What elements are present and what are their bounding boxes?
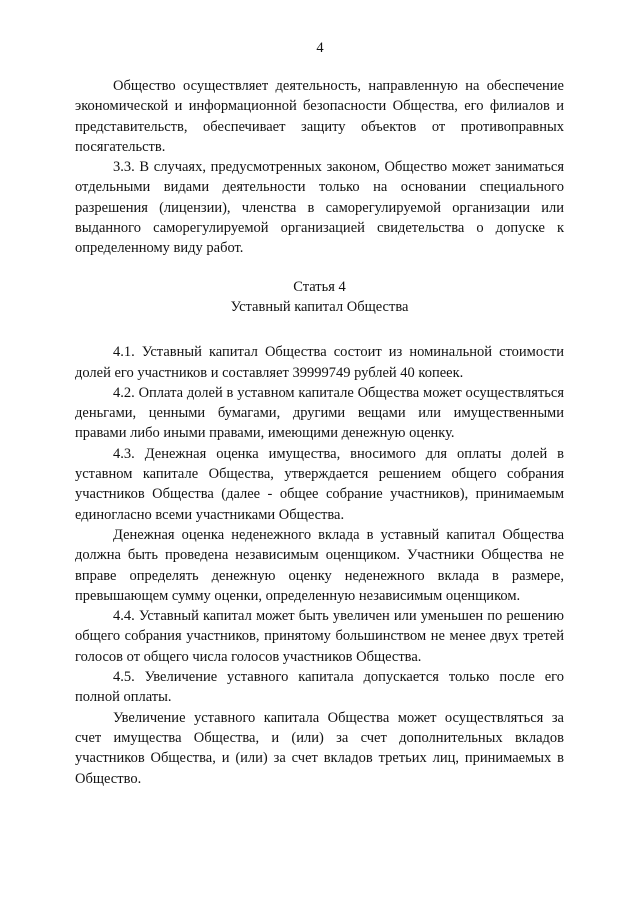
paragraph-4-5: 4.5. Увеличение уставного капитала допускается только после его полной оплаты.: [75, 669, 564, 706]
page-number: 4: [316, 40, 324, 56]
article-title: Уставный капитал Общества: [230, 298, 409, 315]
paragraph-4-3: 4.3. Денежная оценка имущества, вносимого для оплаты долей в уставном капитале Общества, утверждается решением общего собрания участников Общества (далее - общее собрание участников), принимаемым единогласно всеми участниками Общества.: [75, 445, 564, 523]
page-content: [75, 76, 564, 789]
paragraph-4-2: 4.2. Оплата долей в уставном капитале Общества может осуществляться деньгами, ценными бумагами, другими вещами или имущественными правами либо иными правами, имеющими денежную оценку.: [75, 384, 564, 442]
paragraph-4-1: 4.1. Уставный капитал Общества состоит из номинальной стоимости долей его участников и составляет 39999749 рублей 40 копеек.: [75, 344, 564, 381]
article-heading: [75, 277, 564, 318]
paragraph-4-4: 4.4. Уставный капитал может быть увеличен или уменьшен по решению общего собрания участников, принятому большинством не менее двух третей голосов от общего числа голосов участников Общества.: [75, 608, 564, 665]
paragraph-capital-increase-sources: Увеличение уставного капитала Общества может осуществляться за счет имущества Общества, и (или) за счет дополнительных вкладов участников Общества, и (или) за счет вкладов третьих лиц, принимаемых в Общество.: [75, 709, 564, 787]
paragraph-security-activity: Общество осуществляет деятельность, направленную на обеспечение экономической и информационной безопасности Общества, его филиалов и представительств, обеспечивает защиту объектов от противоправных посягательств.: [75, 78, 564, 155]
paragraph-3-3: 3.3. В случаях, предусмотренных законом, Общество может заниматься отдельными видами деятельности только на основании специального разрешения (лицензии), членства в саморегулируемой организации или выданного саморегулируемой организацией свидетельства о допуске к определенному виду работ.: [75, 159, 564, 257]
article-number: Статья 4: [293, 278, 346, 295]
paragraph-non-monetary-valuation: Денежная оценка неденежного вклада в уставный капитал Общества должна быть проведена независимым оценщиком. Участники Общества не вправе определять денежную оценку неденежного вклада в размере, превышающем сумму оценки, определенную независимым оценщиком.: [75, 526, 564, 604]
